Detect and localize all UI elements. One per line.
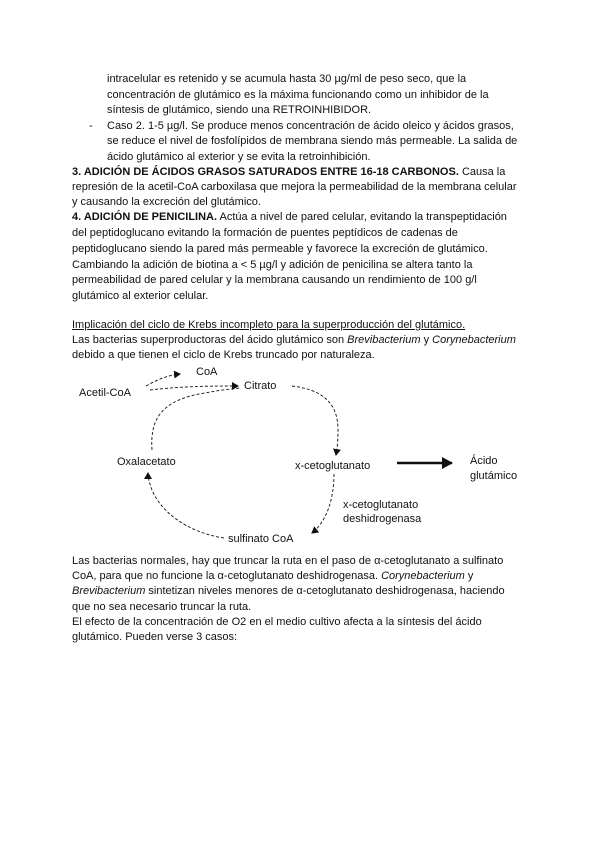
section4-heading: 4. ADICIÓN DE PENICILINA.: [72, 211, 218, 223]
section3-line: y causando la excreción del glutámico.: [72, 196, 261, 208]
section4-line: del peptidoglucano evitando la formación de puentes peptídicos de cadenas de: [72, 227, 458, 239]
section4-text: Actúa a nivel de pared celular, evitando la transpeptidación: [217, 211, 507, 223]
after-text: y: [464, 570, 474, 582]
node-oxalacetato: Oxalacetato: [117, 456, 176, 468]
arrow-cetoglutanato-to-sulfinato: [312, 474, 334, 533]
krebs-intro-text: y: [420, 334, 433, 346]
node-acido-glutamico-line1: Ácido: [470, 455, 498, 467]
section3-line: represión de la acetil-CoA carboxilasa que mejora la permeabilidad de la membrana celular: [72, 181, 517, 193]
section4-line: Cambiando la adición de biotina a < 5 µg/l y adición de penicilina se altera tanto la: [72, 259, 473, 271]
subitem-line: intracelular es retenido y se acumula hasta 30 µg/ml de peso seco, que la: [107, 73, 467, 85]
arrow-acetil-to-coa: [146, 374, 180, 386]
after-text: CoA, para que no funcione la α-cetoglutanato deshidrogenasa.: [72, 570, 382, 582]
arrow-sulfinato-to-oxalacetato: [148, 473, 224, 538]
section4-line: peptidoglucano siendo la pared más permeable y favorece la excreción de glutámico.: [72, 243, 488, 255]
after-line: que no sea necesario truncar la ruta.: [72, 601, 252, 613]
after-line: Las bacterias normales, hay que truncar la ruta en el paso de α-cetoglutanato a sulfinato: [72, 555, 504, 567]
section3-heading: 3. ADICIÓN DE ÁCIDOS GRASOS SATURADOS ENTRE 16-18 CARBONOS.: [72, 166, 459, 178]
krebs-title: Implicación del ciclo de Krebs incompleto para la superproducción del glutámico.: [72, 319, 466, 331]
node-coa: CoA: [196, 366, 218, 378]
krebs-intro-line2: debido a que tienen el ciclo de Krebs truncado por naturaleza.: [72, 349, 375, 361]
section4-line: permeabilidad de pared celular y la membrana causando un rendimiento de 100 g/l: [72, 274, 477, 286]
node-cetoglutanato: x-cetoglutanato: [295, 460, 371, 472]
section4-line: glutámico al exterior celular.: [72, 290, 209, 302]
species-name: Corynebacterium: [381, 570, 465, 582]
case2-line: ácido glutámico al exterior y se evita la retroinhibición.: [107, 151, 371, 163]
node-sulfinato-coa: sulfinato CoA: [228, 533, 294, 545]
node-citrato: Citrato: [244, 380, 277, 392]
species-name: Brevibacterium: [72, 585, 146, 597]
case2-line: Caso 2. 1-5 µg/l. Se produce menos concentración de ácido oleico y ácidos grasos,: [107, 120, 514, 132]
after-line2: [72, 569, 473, 583]
krebs-intro-text: Las bacterias superproductoras del ácido glutámico son: [72, 334, 348, 346]
after-line3: [72, 584, 505, 598]
species-name: Corynebacterium: [432, 334, 516, 346]
after-line: El efecto de la concentración de O2 en el medio cultivo afecta a la síntesis del ácido: [72, 616, 482, 628]
arrow-acetil-to-citrato: [150, 386, 238, 390]
enzyme-label-line1: x-cetoglutanato: [343, 499, 419, 511]
enzyme-label-line2: deshidrogenasa: [343, 513, 422, 525]
node-acetil-coa: Acetil-CoA: [79, 387, 131, 399]
list-bullet-dash: -: [89, 120, 93, 132]
after-line: glutámico. Pueden verse 3 casos:: [72, 631, 238, 643]
node-acido-glutamico-line2: glutámico: [470, 470, 518, 482]
after-text: sintetizan niveles menores de α-cetoglutanato deshidrogenasa, haciendo: [145, 585, 505, 597]
species-name: Brevibacterium: [347, 334, 421, 346]
arrow-citrato-to-cetoglutanato: [292, 386, 338, 455]
subitem-line: concentración de glutámico es la máxima funcionando como un inhibidor de la: [107, 89, 489, 101]
case2-line: se reduce el nivel de fosfolípidos de membrana siendo más permeable. La salida de: [107, 135, 518, 147]
subitem-line: síntesis de glutámico, siendo una RETROINHIBIDOR.: [107, 104, 372, 116]
section3-text: Causa la: [458, 166, 506, 178]
arrow-oxalacetato-to-citrato: [152, 388, 240, 450]
